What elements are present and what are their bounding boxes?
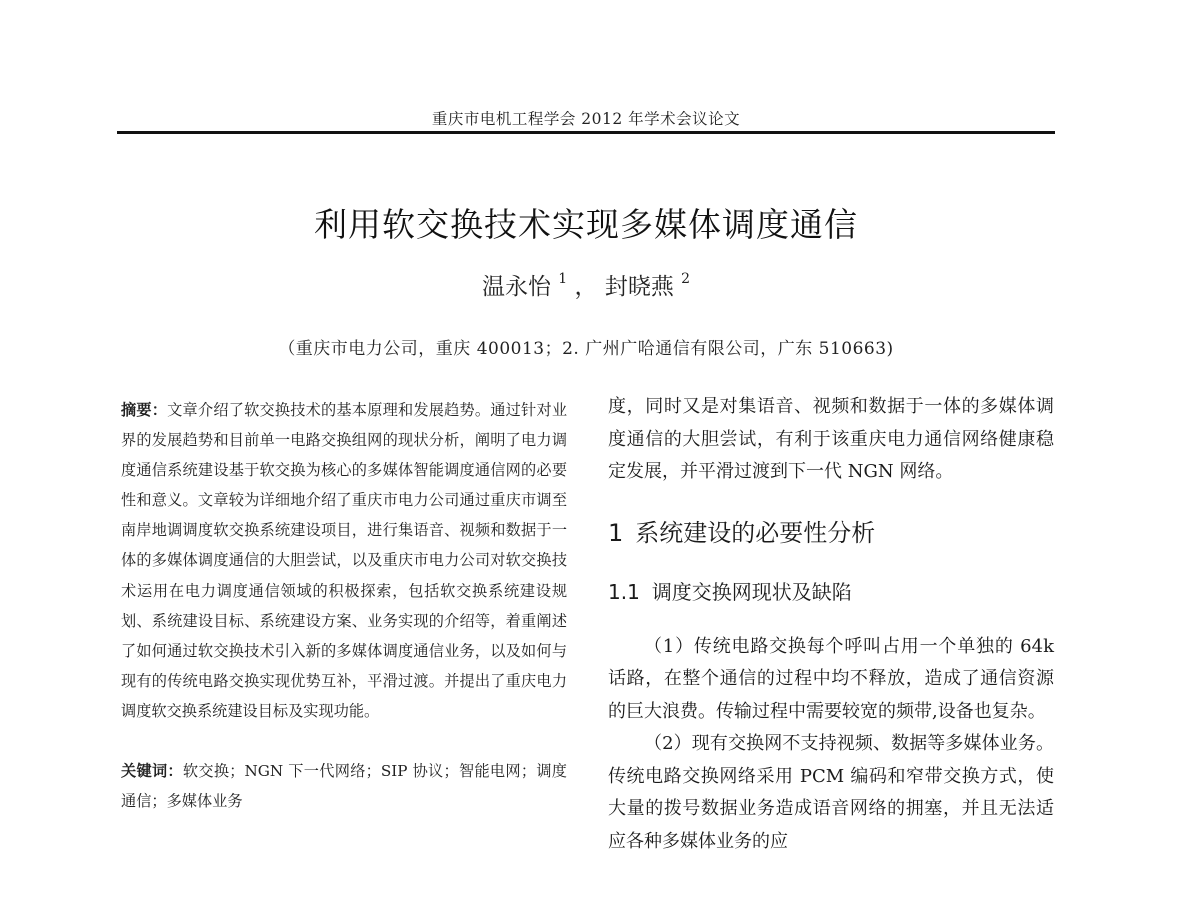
intro-continuation: 度，同时又是对集语音、视频和数据于一体的多媒体调度通信的大胆尝试，有利于该重庆电力通信网络健康稳定发展，并平滑过渡到下一代 NGN 网络。 <box>608 396 1054 482</box>
keywords-text: 软交换；NGN 下一代网络；SIP 协议；智能电网；调度通信；多媒体业务 <box>121 762 567 811</box>
keywords-label: 关键词： <box>121 762 183 781</box>
right-column <box>608 391 1054 858</box>
subsection-1-1-title: 调度交换网现状及缺陷 <box>651 579 852 604</box>
section-1-title: 系统建设的必要性分析 <box>635 518 876 547</box>
abstract-text: 文章介绍了软交换技术的基本原理和发展趋势。通过针对业界的发展趋势和目前单一电路交换组网的现状分析，阐明了电力调度通信系统建设基于软交换为核心的多媒体智能调度通信网的必要性和意义。文章较为详细地介绍了重庆市电力公司通过重庆市调至南岸地调调度软交换系统建设项目，进行集语音、视频和数据于一体的多媒体调度通信的大胆尝试，以及重庆市电力公司对软交换技术运用在电力调度通信领域的积极探索，包括软交换系统建设规划、系统建设目标、系统建设方案、业务实现的介绍等，着重阐述了如何通过软交换技术引入新的多媒体调度通信业务，以及如何与现有的传统电路交换实现优势互补，平滑过渡。并提出了重庆电力调度软交换系统建设目标及实现功能。 <box>121 401 568 720</box>
author-2: 封晓燕 <box>604 274 674 300</box>
abstract-block <box>121 395 567 726</box>
paragraph-2: （2）现有交换网不支持视频、数据等多媒体业务。传统电路交换网络采用 PCM 编码和窄带交换方式，使大量的拨号数据业务造成语音网络的拥塞，并且无法适应各种多媒体业务的应 <box>608 733 1054 852</box>
abstract-label: 摘要： <box>121 401 168 419</box>
subsection-1-1-heading <box>608 563 1054 621</box>
keywords-block <box>121 756 567 816</box>
paragraph-1: （1）传统电路交换每个呼叫占用一个单独的 64k 话路，在整个通信的过程中均不释放，造成了通信资源的巨大浪费。传输过程中需要较宽的频带,设备也复杂。 <box>608 635 1054 722</box>
authors-line <box>117 268 1055 301</box>
author-1: 温永怡 <box>481 274 551 300</box>
section-1-number: 1 <box>608 518 624 547</box>
section-1-heading <box>608 503 1054 563</box>
author-2-affil-mark: 2 <box>681 271 691 287</box>
header-rule <box>117 131 1055 134</box>
running-head: 重庆市电机工程学会 2012 年学术会议论文 <box>431 110 741 128</box>
author-separator: ， <box>574 274 598 300</box>
left-column <box>121 395 567 816</box>
author-1-affil-mark: 1 <box>558 271 568 287</box>
affiliation: （重庆市电力公司，重庆 400013；2. 广州广哈通信有限公司，广东 510663) <box>278 339 894 359</box>
subsection-1-1-number: 1.1 <box>608 579 640 604</box>
paper-title: 利用软交换技术实现多媒体调度通信 <box>314 205 858 244</box>
